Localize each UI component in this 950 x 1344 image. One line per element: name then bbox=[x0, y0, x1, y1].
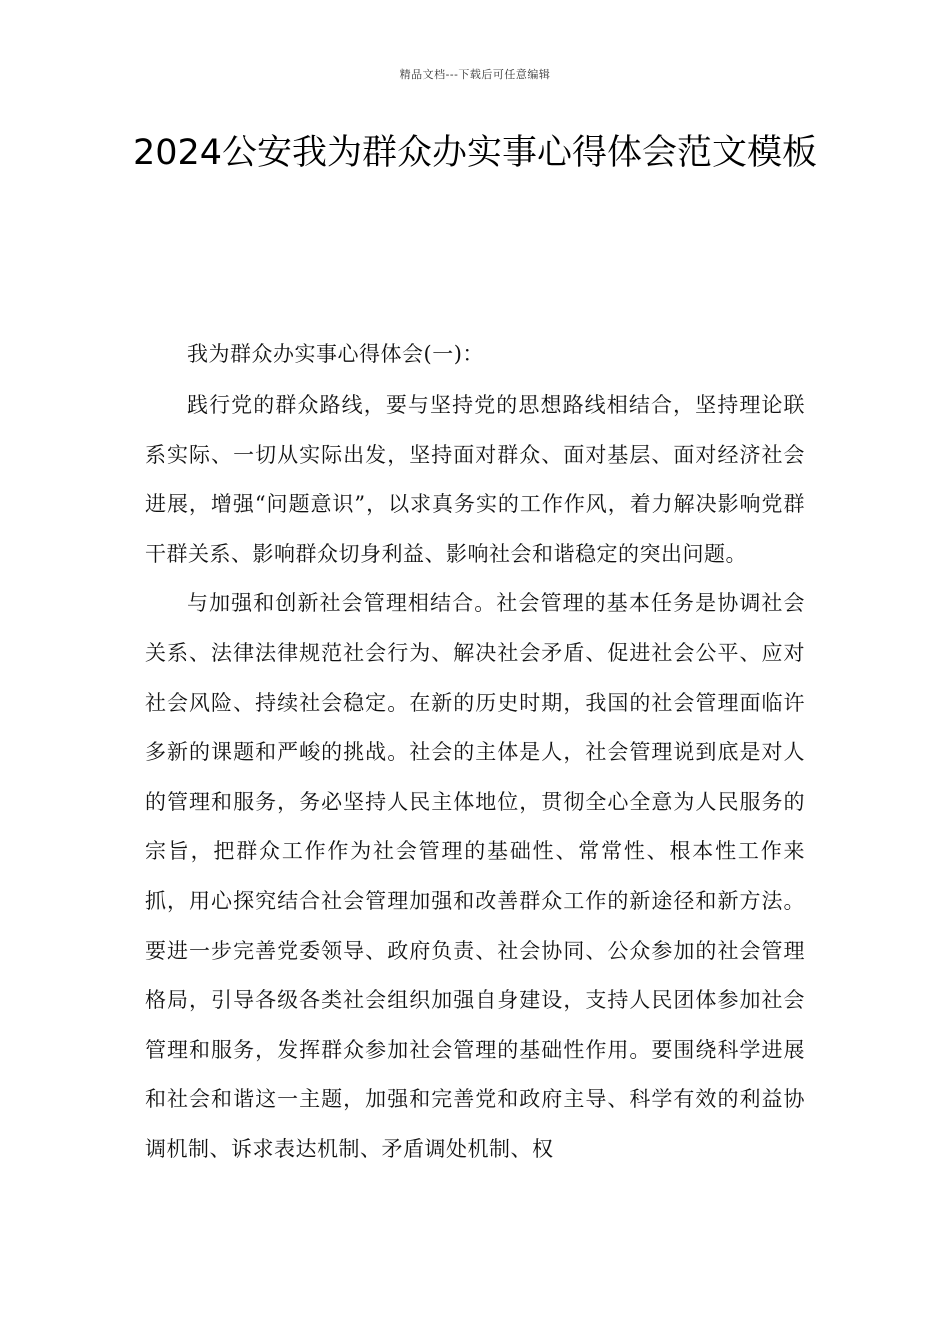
paragraph-2: 与加强和创新社会管理相结合。社会管理的基本任务是协调社会关系、法律法律规范社会行为、解决社会矛盾、促进社会公平、应对社会风险、持续社会稳定。在新的历史时期，我国的社会管理面临许多新的课题和严峻的挑战。社会的主体是人，社会管理说到底是对人的管理和服务，务必坚持人民主体地位，贯彻全心全意为人民服务的宗旨，把群众工作作为社会管理的基础性、常常性、根本性工作来抓，用心探究结合社会管理加强和改善群众工作的新途径和新方法。要进一步完善党委领导、政府负责、社会协同、公众参加的社会管理格局，引导各级各类社会组织加强自身建设，支持人民团体参加社会管理和服务，发挥群众参加社会管理的基础性作用。要围绕科学进展和社会和谐这一主题，加强和完善党和政府主导、科学有效的利益协调机制、诉求表达机制、矛盾调处机制、权 bbox=[145, 591, 805, 1161]
section-heading: 我为群众办实事心得体会(一)： bbox=[187, 342, 484, 366]
paragraph-1: 践行党的群众路线，要与坚持党的思想路线相结合，坚持理论联系实际、一切从实际出发，坚持面对群众、面对基层、面对经济社会进展，增强“问题意识”，以求真务实的工作作风，着力解决影响党群干群关系、影响群众切身利益、影响社会和谐稳定的突出问题。 bbox=[145, 393, 805, 566]
document-title: 2024公安我为群众办实事心得体会范文模板 bbox=[132, 133, 818, 173]
document-body bbox=[145, 330, 805, 1175]
header-note: 精品文档---下载后可任意编辑 bbox=[399, 68, 551, 81]
